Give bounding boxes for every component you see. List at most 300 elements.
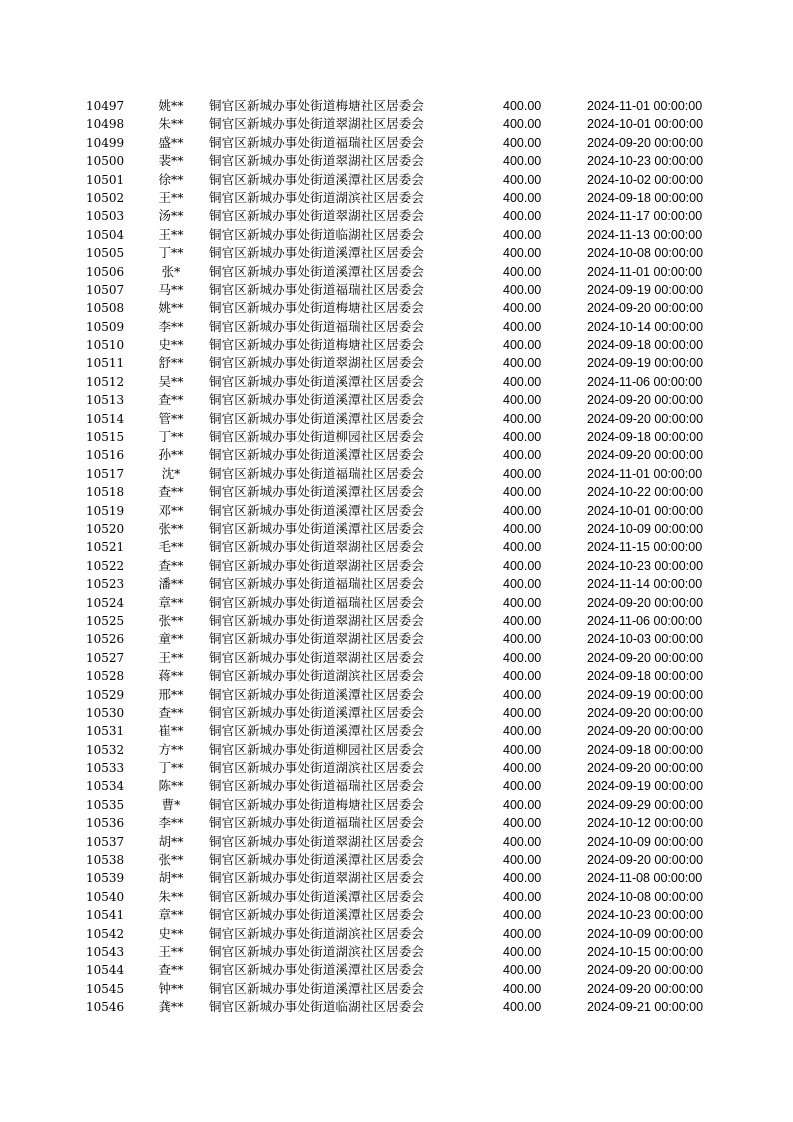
record-id-cell: 10512 [86, 374, 125, 389]
community-committee-cell: 铜官区新城办事处街道溪潭社区居委会 [209, 520, 425, 536]
masked-name-cell: 潘** [158, 576, 184, 592]
record-id-cell: 10505 [86, 246, 125, 261]
masked-name-cell: 姚** [158, 300, 184, 316]
table-row [0, 667, 793, 685]
masked-name-cell: 孙** [158, 447, 184, 463]
record-id-cell: 10525 [86, 613, 125, 628]
community-committee-cell: 铜官区新城办事处街道溪潭社区居委会 [209, 686, 425, 702]
table-row [0, 97, 793, 115]
amount-cell: 400.00 [503, 834, 542, 849]
amount-cell: 400.00 [503, 448, 542, 463]
amount-cell: 400.00 [503, 613, 542, 628]
record-id-cell: 10537 [86, 834, 125, 849]
masked-name-cell: 曹* [161, 796, 181, 812]
record-id-cell: 10504 [86, 227, 125, 242]
date-cell: 2024-10-23 00:00:00 [587, 558, 704, 573]
date-cell: 2024-09-20 00:00:00 [587, 411, 704, 426]
community-committee-cell: 铜官区新城办事处街道溪潭社区居委会 [209, 410, 425, 426]
masked-name-cell: 沈* [161, 465, 181, 481]
amount-cell: 400.00 [503, 577, 542, 592]
table-row [0, 299, 793, 317]
community-committee-cell: 铜官区新城办事处街道溪潭社区居委会 [209, 502, 425, 518]
date-cell: 2024-09-29 00:00:00 [587, 797, 704, 812]
community-committee-cell: 铜官区新城办事处街道溪潭社区居委会 [209, 704, 425, 720]
record-id-cell: 10538 [86, 853, 125, 868]
community-committee-cell: 铜官区新城办事处街道湖滨社区居委会 [209, 925, 425, 941]
date-cell: 2024-09-19 00:00:00 [587, 282, 704, 297]
community-committee-cell: 铜官区新城办事处街道柳园社区居委会 [209, 429, 425, 445]
amount-cell: 400.00 [503, 669, 542, 684]
date-cell: 2024-10-03 00:00:00 [587, 632, 704, 647]
record-id-cell: 10528 [86, 669, 125, 684]
community-committee-cell: 铜官区新城办事处街道福瑞社区居委会 [209, 281, 425, 297]
table-row [0, 465, 793, 483]
date-cell: 2024-10-09 00:00:00 [587, 834, 704, 849]
date-cell: 2024-09-20 00:00:00 [587, 724, 704, 739]
table-row [0, 520, 793, 538]
date-cell: 2024-10-01 00:00:00 [587, 117, 704, 132]
date-cell: 2024-09-20 00:00:00 [587, 650, 704, 665]
table-row [0, 391, 793, 409]
date-cell: 2024-09-20 00:00:00 [587, 761, 704, 776]
masked-name-cell: 徐** [158, 171, 184, 187]
record-id-cell: 10498 [86, 117, 125, 132]
masked-name-cell: 王** [158, 226, 184, 242]
community-committee-cell: 铜官区新城办事处街道翠湖社区居委会 [209, 355, 425, 371]
masked-name-cell: 查** [158, 484, 184, 500]
amount-cell: 400.00 [503, 724, 542, 739]
masked-name-cell: 盛** [158, 134, 184, 150]
amount-cell: 400.00 [503, 963, 542, 978]
masked-name-cell: 邓** [158, 502, 184, 518]
date-cell: 2024-10-01 00:00:00 [587, 503, 704, 518]
record-id-cell: 10503 [86, 209, 125, 224]
table-row [0, 354, 793, 372]
record-id-cell: 10520 [86, 521, 125, 536]
community-committee-cell: 铜官区新城办事处街道福瑞社区居委会 [209, 778, 425, 794]
date-cell: 2024-10-14 00:00:00 [587, 319, 704, 334]
amount-cell: 400.00 [503, 926, 542, 941]
masked-name-cell: 蒋** [158, 668, 184, 684]
masked-name-cell: 张** [158, 520, 184, 536]
masked-name-cell: 张* [161, 263, 181, 279]
record-id-cell: 10536 [86, 816, 125, 831]
amount-cell: 400.00 [503, 393, 542, 408]
amount-cell: 400.00 [503, 172, 542, 187]
table-row [0, 171, 793, 189]
table-row [0, 833, 793, 851]
masked-name-cell: 朱** [158, 116, 184, 132]
table-row [0, 961, 793, 979]
table-row [0, 814, 793, 832]
record-id-cell: 10534 [86, 779, 125, 794]
table-row [0, 318, 793, 336]
table-row [0, 244, 793, 262]
table-row [0, 888, 793, 906]
record-id-cell: 10502 [86, 190, 125, 205]
amount-cell: 400.00 [503, 338, 542, 353]
table-row [0, 741, 793, 759]
record-id-cell: 10516 [86, 448, 125, 463]
amount-cell: 400.00 [503, 356, 542, 371]
amount-cell: 400.00 [503, 908, 542, 923]
masked-name-cell: 查** [158, 557, 184, 573]
amount-cell: 400.00 [503, 540, 542, 555]
masked-name-cell: 李** [158, 318, 184, 334]
masked-name-cell: 汤** [158, 208, 184, 224]
community-committee-cell: 铜官区新城办事处街道临湖社区居委会 [209, 999, 425, 1015]
date-cell: 2024-09-20 00:00:00 [587, 705, 704, 720]
community-committee-cell: 铜官区新城办事处街道翠湖社区居委会 [209, 833, 425, 849]
record-id-cell: 10539 [86, 871, 125, 886]
masked-name-cell: 张** [158, 612, 184, 628]
community-committee-cell: 铜官区新城办事处街道溪潭社区居委会 [209, 852, 425, 868]
record-id-cell: 10523 [86, 577, 125, 592]
date-cell: 2024-09-19 00:00:00 [587, 356, 704, 371]
date-cell: 2024-09-18 00:00:00 [587, 669, 704, 684]
table-row [0, 207, 793, 225]
table-row [0, 373, 793, 391]
date-cell: 2024-10-08 00:00:00 [587, 246, 704, 261]
amount-cell: 400.00 [503, 264, 542, 279]
community-committee-cell: 铜官区新城办事处街道翠湖社区居委会 [209, 649, 425, 665]
record-id-cell: 10513 [86, 393, 125, 408]
amount-cell: 400.00 [503, 154, 542, 169]
community-committee-cell: 铜官区新城办事处街道翠湖社区居委会 [209, 557, 425, 573]
date-cell: 2024-10-12 00:00:00 [587, 816, 704, 831]
date-cell: 2024-10-23 00:00:00 [587, 154, 704, 169]
table-row [0, 759, 793, 777]
date-cell: 2024-11-01 00:00:00 [587, 99, 703, 113]
table-row [0, 502, 793, 520]
date-cell: 2024-09-20 00:00:00 [587, 595, 704, 610]
record-id-cell: 10532 [86, 742, 125, 757]
masked-name-cell: 查** [158, 962, 184, 978]
date-cell: 2024-11-17 00:00:00 [587, 209, 703, 224]
amount-cell: 400.00 [503, 190, 542, 205]
community-committee-cell: 铜官区新城办事处街道湖滨社区居委会 [209, 668, 425, 684]
amount-cell: 400.00 [503, 411, 542, 426]
community-committee-cell: 铜官区新城办事处街道湖滨社区居委会 [209, 189, 425, 205]
record-id-cell: 10546 [86, 1000, 125, 1015]
record-id-cell: 10540 [86, 889, 125, 904]
masked-name-cell: 张** [158, 852, 184, 868]
amount-cell: 400.00 [503, 650, 542, 665]
community-committee-cell: 铜官区新城办事处街道溪潭社区居委会 [209, 392, 425, 408]
masked-name-cell: 裴** [158, 153, 184, 169]
table-row [0, 446, 793, 464]
amount-cell: 400.00 [503, 558, 542, 573]
date-cell: 2024-11-06 00:00:00 [587, 374, 703, 389]
table-row [0, 538, 793, 556]
amount-cell: 400.00 [503, 209, 542, 224]
amount-cell: 400.00 [503, 944, 542, 959]
date-cell: 2024-11-01 00:00:00 [587, 264, 703, 279]
date-cell: 2024-09-19 00:00:00 [587, 779, 704, 794]
record-id-cell: 10522 [86, 558, 125, 573]
community-committee-cell: 铜官区新城办事处街道翠湖社区居委会 [209, 153, 425, 169]
community-committee-cell: 铜官区新城办事处街道临湖社区居委会 [209, 226, 425, 242]
community-committee-cell: 铜官区新城办事处街道梅塘社区居委会 [209, 796, 425, 812]
record-id-cell: 10521 [86, 540, 125, 555]
community-committee-cell: 铜官区新城办事处街道福瑞社区居委会 [209, 318, 425, 334]
amount-cell: 400.00 [503, 246, 542, 261]
amount-cell: 400.00 [503, 117, 542, 132]
community-committee-cell: 铜官区新城办事处街道翠湖社区居委会 [209, 539, 425, 555]
community-committee-cell: 铜官区新城办事处街道湖滨社区居委会 [209, 943, 425, 959]
record-id-cell: 10499 [86, 135, 125, 150]
table-row [0, 851, 793, 869]
masked-name-cell: 史** [158, 337, 184, 353]
amount-cell: 400.00 [503, 632, 542, 647]
amount-cell: 400.00 [503, 485, 542, 500]
date-cell: 2024-10-08 00:00:00 [587, 889, 704, 904]
record-id-cell: 10530 [86, 705, 125, 720]
date-cell: 2024-11-14 00:00:00 [587, 577, 703, 592]
masked-name-cell: 丁** [158, 245, 184, 261]
masked-name-cell: 方** [158, 741, 184, 757]
date-cell: 2024-10-09 00:00:00 [587, 926, 704, 941]
amount-cell: 400.00 [503, 521, 542, 536]
community-committee-cell: 铜官区新城办事处街道福瑞社区居委会 [209, 465, 425, 481]
date-cell: 2024-11-13 00:00:00 [587, 227, 703, 242]
table-row [0, 686, 793, 704]
table-row [0, 796, 793, 814]
table-row [0, 557, 793, 575]
amount-cell: 400.00 [503, 889, 542, 904]
community-committee-cell: 铜官区新城办事处街道福瑞社区居委会 [209, 134, 425, 150]
masked-name-cell: 朱** [158, 888, 184, 904]
table-row [0, 336, 793, 354]
masked-name-cell: 马** [158, 281, 184, 297]
masked-name-cell: 吴** [158, 373, 184, 389]
table-row [0, 281, 793, 299]
record-id-cell: 10508 [86, 301, 125, 316]
record-id-cell: 10510 [86, 338, 125, 353]
masked-name-cell: 胡** [158, 870, 184, 886]
date-cell: 2024-09-20 00:00:00 [587, 448, 704, 463]
community-committee-cell: 铜官区新城办事处街道溪潭社区居委会 [209, 171, 425, 187]
date-cell: 2024-09-18 00:00:00 [587, 742, 704, 757]
community-committee-cell: 铜官区新城办事处街道梅塘社区居委会 [209, 300, 425, 316]
community-committee-cell: 铜官区新城办事处街道溪潭社区居委会 [209, 484, 425, 500]
community-committee-cell: 铜官区新城办事处街道翠湖社区居委会 [209, 612, 425, 628]
community-committee-cell: 铜官区新城办事处街道梅塘社区居委会 [209, 337, 425, 353]
masked-name-cell: 章** [158, 594, 184, 610]
table-row [0, 777, 793, 795]
date-cell: 2024-09-20 00:00:00 [587, 981, 704, 996]
amount-cell: 400.00 [503, 503, 542, 518]
community-committee-cell: 铜官区新城办事处街道湖滨社区居委会 [209, 760, 425, 776]
record-id-cell: 10509 [86, 319, 125, 334]
masked-name-cell: 章** [158, 907, 184, 923]
table-row [0, 575, 793, 593]
community-committee-cell: 铜官区新城办事处街道翠湖社区居委会 [209, 116, 425, 132]
record-id-cell: 10517 [86, 466, 125, 481]
masked-name-cell: 胡** [158, 833, 184, 849]
date-cell: 2024-11-15 00:00:00 [587, 540, 703, 555]
masked-name-cell: 舒** [158, 355, 184, 371]
community-committee-cell: 铜官区新城办事处街道柳园社区居委会 [209, 741, 425, 757]
community-committee-cell: 铜官区新城办事处街道溪潭社区居委会 [209, 723, 425, 739]
date-cell: 2024-09-20 00:00:00 [587, 853, 704, 868]
date-cell: 2024-09-20 00:00:00 [587, 301, 704, 316]
community-committee-cell: 铜官区新城办事处街道福瑞社区居委会 [209, 815, 425, 831]
record-id-cell: 10545 [86, 981, 125, 996]
community-committee-cell: 铜官区新城办事处街道梅塘社区居委会 [209, 98, 425, 113]
record-id-cell: 10544 [86, 963, 125, 978]
table-row [0, 998, 793, 1016]
amount-cell: 400.00 [503, 595, 542, 610]
amount-cell: 400.00 [503, 466, 542, 481]
masked-name-cell: 邢** [158, 686, 184, 702]
date-cell: 2024-09-20 00:00:00 [587, 135, 704, 150]
date-cell: 2024-10-02 00:00:00 [587, 172, 704, 187]
date-cell: 2024-11-06 00:00:00 [587, 613, 703, 628]
date-cell: 2024-11-08 00:00:00 [587, 871, 703, 886]
record-id-cell: 10506 [86, 264, 125, 279]
masked-name-cell: 王** [158, 943, 184, 959]
date-cell: 2024-09-20 00:00:00 [587, 963, 704, 978]
table-row [0, 152, 793, 170]
table-row [0, 428, 793, 446]
record-id-cell: 10526 [86, 632, 125, 647]
masked-name-cell: 童** [158, 631, 184, 647]
masked-name-cell: 丁** [158, 760, 184, 776]
amount-cell: 400.00 [503, 99, 542, 113]
record-id-cell: 10531 [86, 724, 125, 739]
masked-name-cell: 陈** [158, 778, 184, 794]
community-committee-cell: 铜官区新城办事处街道溪潭社区居委会 [209, 980, 425, 996]
record-id-cell: 10535 [86, 797, 125, 812]
table-row [0, 630, 793, 648]
date-cell: 2024-10-22 00:00:00 [587, 485, 704, 500]
masked-name-cell: 查** [158, 392, 184, 408]
amount-cell: 400.00 [503, 871, 542, 886]
table-row [0, 189, 793, 207]
record-id-cell: 10514 [86, 411, 125, 426]
table-row [0, 115, 793, 133]
community-committee-cell: 铜官区新城办事处街道溪潭社区居委会 [209, 447, 425, 463]
table-row [0, 943, 793, 961]
community-committee-cell: 铜官区新城办事处街道溪潭社区居委会 [209, 962, 425, 978]
record-id-cell: 10511 [86, 356, 125, 371]
masked-name-cell: 李** [158, 815, 184, 831]
table-row [0, 410, 793, 428]
date-cell: 2024-10-15 00:00:00 [587, 944, 704, 959]
record-id-cell: 10527 [86, 650, 125, 665]
masked-name-cell: 管** [158, 410, 184, 426]
masked-name-cell: 查** [158, 704, 184, 720]
table-row [0, 226, 793, 244]
masked-name-cell: 龚** [158, 999, 184, 1015]
record-id-cell: 10497 [86, 99, 125, 113]
amount-cell: 400.00 [503, 374, 542, 389]
record-id-cell: 10507 [86, 282, 125, 297]
amount-cell: 400.00 [503, 282, 542, 297]
amount-cell: 400.00 [503, 319, 542, 334]
amount-cell: 400.00 [503, 742, 542, 757]
amount-cell: 400.00 [503, 1000, 542, 1015]
date-cell: 2024-10-09 00:00:00 [587, 521, 704, 536]
community-committee-cell: 铜官区新城办事处街道翠湖社区居委会 [209, 631, 425, 647]
amount-cell: 400.00 [503, 797, 542, 812]
record-id-cell: 10529 [86, 687, 125, 702]
table-row [0, 869, 793, 887]
table-row [0, 612, 793, 630]
date-cell: 2024-11-01 00:00:00 [587, 466, 703, 481]
record-id-cell: 10519 [86, 503, 125, 518]
record-id-cell: 10501 [86, 172, 125, 187]
masked-name-cell: 丁** [158, 429, 184, 445]
community-committee-cell: 铜官区新城办事处街道溪潭社区居委会 [209, 907, 425, 923]
amount-cell: 400.00 [503, 687, 542, 702]
table-row [0, 483, 793, 501]
date-cell: 2024-09-18 00:00:00 [587, 430, 704, 445]
table-row [0, 649, 793, 667]
date-cell: 2024-09-18 00:00:00 [587, 338, 704, 353]
record-id-cell: 10518 [86, 485, 125, 500]
record-id-cell: 10541 [86, 908, 125, 923]
masked-name-cell: 崔** [158, 723, 184, 739]
table-row [0, 906, 793, 924]
payment-table [0, 97, 793, 1017]
table-row [0, 704, 793, 722]
masked-name-cell: 钟** [158, 980, 184, 996]
community-committee-cell: 铜官区新城办事处街道溪潭社区居委会 [209, 373, 425, 389]
table-row [0, 134, 793, 152]
masked-name-cell: 姚** [158, 98, 184, 113]
amount-cell: 400.00 [503, 135, 542, 150]
community-committee-cell: 铜官区新城办事处街道福瑞社区居委会 [209, 576, 425, 592]
amount-cell: 400.00 [503, 430, 542, 445]
community-committee-cell: 铜官区新城办事处街道福瑞社区居委会 [209, 594, 425, 610]
date-cell: 2024-10-23 00:00:00 [587, 908, 704, 923]
record-id-cell: 10542 [86, 926, 125, 941]
amount-cell: 400.00 [503, 705, 542, 720]
date-cell: 2024-09-21 00:00:00 [587, 1000, 704, 1015]
table-row [0, 263, 793, 281]
record-id-cell: 10533 [86, 761, 125, 776]
date-cell: 2024-09-18 00:00:00 [587, 190, 704, 205]
community-committee-cell: 铜官区新城办事处街道溪潭社区居委会 [209, 245, 425, 261]
table-row [0, 925, 793, 943]
amount-cell: 400.00 [503, 227, 542, 242]
community-committee-cell: 铜官区新城办事处街道溪潭社区居委会 [209, 263, 425, 279]
masked-name-cell: 毛** [158, 539, 184, 555]
community-committee-cell: 铜官区新城办事处街道翠湖社区居委会 [209, 870, 425, 886]
amount-cell: 400.00 [503, 301, 542, 316]
record-id-cell: 10543 [86, 944, 125, 959]
community-committee-cell: 铜官区新城办事处街道翠湖社区居委会 [209, 208, 425, 224]
amount-cell: 400.00 [503, 853, 542, 868]
table-row [0, 594, 793, 612]
table-row [0, 980, 793, 998]
masked-name-cell: 王** [158, 649, 184, 665]
community-committee-cell: 铜官区新城办事处街道溪潭社区居委会 [209, 888, 425, 904]
date-cell: 2024-09-19 00:00:00 [587, 687, 704, 702]
masked-name-cell: 史** [158, 925, 184, 941]
amount-cell: 400.00 [503, 779, 542, 794]
record-id-cell: 10500 [86, 154, 125, 169]
date-cell: 2024-09-20 00:00:00 [587, 393, 704, 408]
amount-cell: 400.00 [503, 981, 542, 996]
record-id-cell: 10524 [86, 595, 125, 610]
amount-cell: 400.00 [503, 816, 542, 831]
table-row [0, 722, 793, 740]
amount-cell: 400.00 [503, 761, 542, 776]
record-id-cell: 10515 [86, 430, 125, 445]
